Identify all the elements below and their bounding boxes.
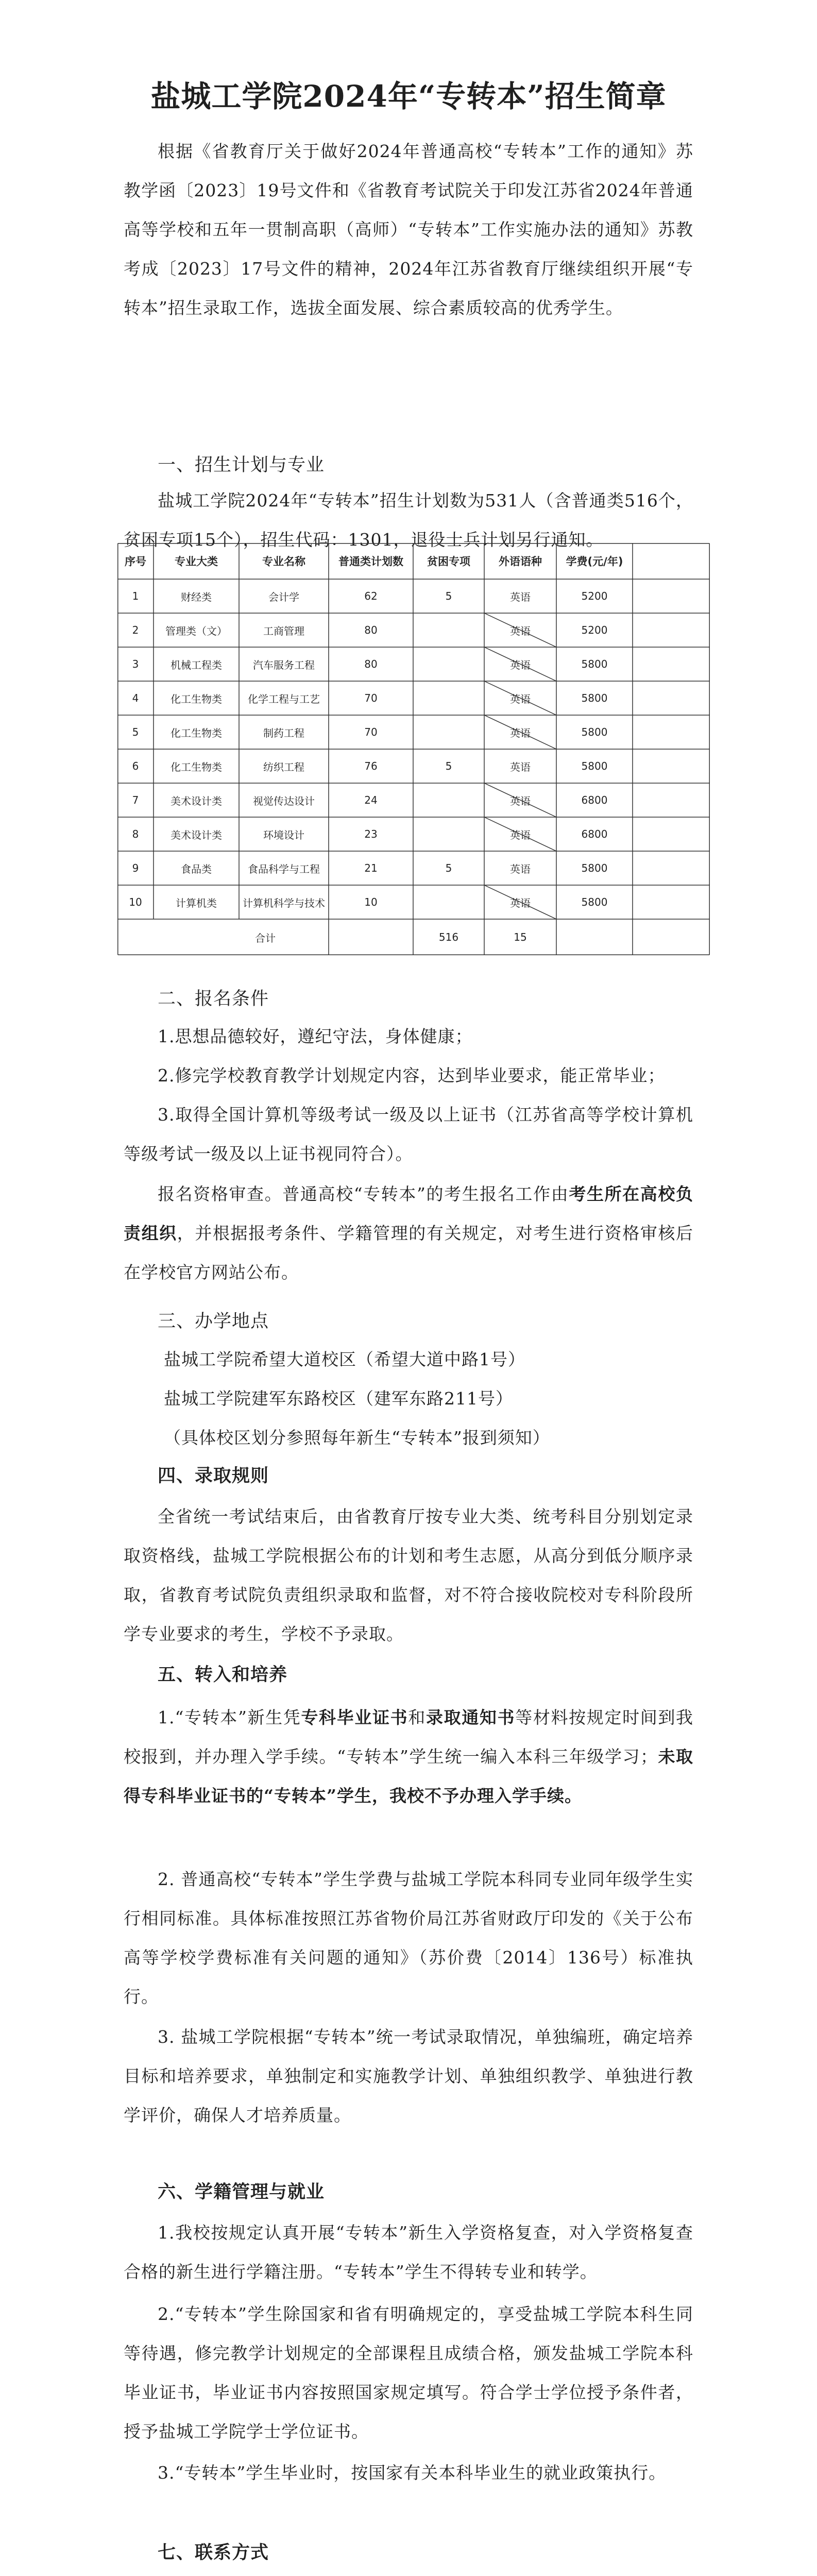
table-cell: 英语 [510, 760, 531, 773]
table-cell: 21 [364, 862, 378, 874]
table-header-cell: 贫困专项 [427, 555, 470, 568]
table-cell: 制药工程 [263, 726, 304, 739]
records-paragraph-3: 3.“专转本”学生毕业时，按国家有关本科毕业生的就业政策执行。 [158, 2463, 667, 2483]
table-cell: 计算机科学与技术 [243, 896, 325, 909]
review-text-bold: 考生所在高校负责组织 [124, 1184, 693, 1243]
table-cell: 汽车服务工程 [253, 658, 315, 671]
table-cell: 食品类 [181, 862, 212, 875]
table-cell: 6 [132, 760, 139, 772]
table-cell: 10 [129, 896, 142, 908]
table-cell: 10 [364, 896, 378, 908]
table-cell: 70 [364, 692, 378, 704]
table-cell: 9 [132, 862, 139, 874]
table-cell: 5 [132, 726, 139, 738]
table-cell: 食品科学与工程 [248, 862, 320, 875]
condition-item-2: 2.修完学校教育教学计划规定内容，达到毕业要求，能正常毕业； [158, 1065, 666, 1086]
table-cell: 英语 [510, 624, 531, 637]
transfer-text-bold-3: 未取得专科毕业证书的“专转本”学生，我校不予办理入学手续。 [124, 1747, 693, 1806]
table-total-label: 合计 [255, 931, 276, 944]
table-cell: 5200 [581, 590, 608, 602]
transfer-text-b: 和 [408, 1707, 426, 1727]
table-cell: 6800 [581, 794, 608, 806]
transfer-text-a: 1.“专转本”新生凭 [158, 1707, 301, 1727]
section-heading-transfer: 五、转入和培养 [158, 1664, 288, 1685]
table-cell: 机械工程类 [171, 658, 222, 671]
table-cell: 化工生物类 [171, 726, 222, 739]
table-total-regular: 516 [438, 931, 459, 943]
table-cell: 英语 [510, 726, 531, 739]
section-heading-records: 六、学籍管理与就业 [158, 2181, 325, 2202]
transfer-paragraph-2: 2. 普通高校“专转本”学生学费与盐城工学院本科同专业同年级学生实行相同标准。具体标准按照江苏省物价局江苏省财政厅印发的《关于公布高等学校学费标准有关问题的通知》（苏价费〔2014〕136号）标准执行。 [124, 1869, 693, 2007]
section-heading-admission: 四、录取规则 [158, 1465, 269, 1486]
table-header-cell: 外语语种 [499, 555, 542, 568]
campus-line-3: （具体校区划分参照每年新生“专转本”报到须知） [164, 1428, 550, 1448]
table-cell: 5800 [581, 896, 608, 908]
table-cell: 化学工程与工艺 [248, 692, 320, 705]
table-header-cell: 学费(元/年) [566, 555, 623, 568]
transfer-paragraph-1 [124, 1698, 693, 1816]
table-cell: 7 [132, 794, 139, 806]
table-cell: 计算机类 [176, 896, 217, 909]
transfer-text-bold-1: 专科毕业证书 [301, 1707, 408, 1727]
section-heading-plan: 一、招生计划与专业 [158, 455, 325, 476]
table-cell: 5800 [581, 760, 608, 772]
table-cell: 5 [445, 760, 452, 772]
table-cell: 工商管理 [263, 624, 304, 637]
table-header-cell: 专业大类 [175, 555, 218, 568]
table-cell: 5800 [581, 862, 608, 874]
table-total-poverty: 15 [514, 931, 527, 943]
condition-item-3: 3.取得全国计算机等级考试一级及以上证书（江苏省高等学校计算机等级考试一级及以上证书视同符合）。 [124, 1105, 693, 1164]
table-cell: 70 [364, 726, 378, 738]
review-text-b: ，并根据报考条件、学籍管理的有关规定，对考生进行资格审核后在学校官方网站公布。 [124, 1223, 694, 1282]
campus-line-1: 盐城工学院希望大道校区（希望大道中路1号） [164, 1349, 525, 1369]
table-cell: 英语 [510, 896, 531, 909]
table-cell: 化工生物类 [171, 760, 222, 773]
campus-line-2: 盐城工学院建军东路校区（建军东路211号） [164, 1388, 513, 1409]
review-paragraph [124, 1175, 693, 1292]
table-cell: 英语 [510, 658, 531, 671]
table-cell: 英语 [510, 828, 531, 841]
table-cell: 5200 [581, 624, 608, 636]
table-cell: 视觉传达设计 [253, 794, 315, 807]
transfer-text-c: 等材料按规定时间到我校报到，并办理入学手续。“专转本”学生统一编入本科三年级学习； [124, 1707, 694, 1767]
table-cell: 24 [364, 794, 378, 806]
table-header-cell: 普通类计划数 [338, 555, 403, 568]
table-cell: 英语 [510, 794, 531, 807]
table-cell: 2 [132, 624, 139, 636]
table-cell: 5 [445, 590, 452, 602]
table-cell: 英语 [510, 862, 531, 875]
table-cell: 英语 [510, 692, 531, 705]
table-cell: 会计学 [268, 590, 299, 603]
records-paragraph-1: 1.我校按规定认真开展“专转本”新生入学资格复查，对入学资格复查合格的新生进行学籍注册。“专转本”学生不得转专业和转学。 [124, 2223, 693, 2282]
table-cell: 80 [364, 624, 378, 636]
table-cell: 3 [132, 658, 139, 670]
table-cell: 5800 [581, 726, 608, 738]
table-cell: 23 [364, 828, 378, 840]
table-cell: 财经类 [181, 590, 212, 603]
intro-paragraph: 根据《省教育厅关于做好2024年普通高校“专转本”工作的通知》苏教学函〔2023〕19号文件和《省教育考试院关于印发江苏省2024年普通高等学校和五年一贯制高职（高师）“专转本”工作实施办法的通知》苏教考成〔2023〕17号文件的精神，2024年江苏省教育厅继续组织开展“专转本”招生录取工作，选拔全面发展、综合素质较高的优秀学生。 [124, 141, 693, 318]
table-cell: 5 [445, 862, 452, 874]
review-text-a: 报名资格审查。普通高校“专转本”的考生报名工作由 [158, 1184, 569, 1204]
section-heading-conditions: 二、报名条件 [158, 989, 269, 1009]
table-cell: 62 [364, 590, 378, 602]
table-header-cell: 序号 [125, 555, 146, 568]
admission-paragraph: 全省统一考试结束后，由省教育厅按专业大类、统考科目分别划定录取资格线，盐城工学院根据公布的计划和考生志愿，从高分到低分顺序录取，省教育考试院负责组织录取和监督，对不符合接收院校对专科阶段所学专业要求的考生，学校不予录取。 [124, 1506, 693, 1644]
table-cell: 环境设计 [263, 828, 304, 841]
table-cell: 4 [132, 692, 139, 704]
table-cell: 80 [364, 658, 378, 670]
table-cell: 8 [132, 828, 139, 840]
table-cell: 管理类（文） [165, 624, 227, 637]
table-cell: 美术设计类 [171, 794, 222, 807]
plan-paragraph: 盐城工学院2024年“专转本”招生计划数为531人（含普通类516个，贫困专项15个），招生代码：1301，退役士兵计划另行通知。 [124, 490, 693, 550]
transfer-paragraph-3: 3. 盐城工学院根据“专转本”统一考试录取情况，单独编班，确定培养目标和培养要求，单独制定和实施教学计划、单独组织教学、单独进行教学评价，确保人才培养质量。 [124, 2027, 693, 2125]
section-heading-campus: 三、办学地点 [158, 1311, 269, 1332]
condition-item-1: 1.思想品德较好，遵纪守法，身体健康； [158, 1026, 473, 1046]
table-cell: 5800 [581, 692, 608, 704]
table-cell: 纺织工程 [263, 760, 304, 773]
table-cell: 英语 [510, 590, 531, 603]
table-header-cell: 专业名称 [262, 555, 305, 568]
table-cell: 1 [132, 590, 139, 602]
table-cell: 美术设计类 [171, 828, 222, 841]
table-cell: 76 [364, 760, 378, 772]
section-heading-contact: 七、联系方式 [158, 2542, 269, 2563]
enrollment-table [117, 543, 710, 965]
table-cell: 化工生物类 [171, 692, 222, 705]
table-cell: 5800 [581, 658, 608, 670]
records-paragraph-2: 2.“专转本”学生除国家和省有明确规定的，享受盐城工学院本科生同等待遇，修完教学计划规定的全部课程且成绩合格，颁发盐城工学院本科毕业证书，毕业证书内容按照国家规定填写。符合学士学位授予条件者，授予盐城工学院学士学位证书。 [124, 2304, 693, 2442]
document-title: 盐城工学院2024年“专转本”招生简章 [150, 79, 667, 114]
table-cell: 6800 [581, 828, 608, 840]
transfer-text-bold-2: 录取通知书 [425, 1707, 516, 1727]
